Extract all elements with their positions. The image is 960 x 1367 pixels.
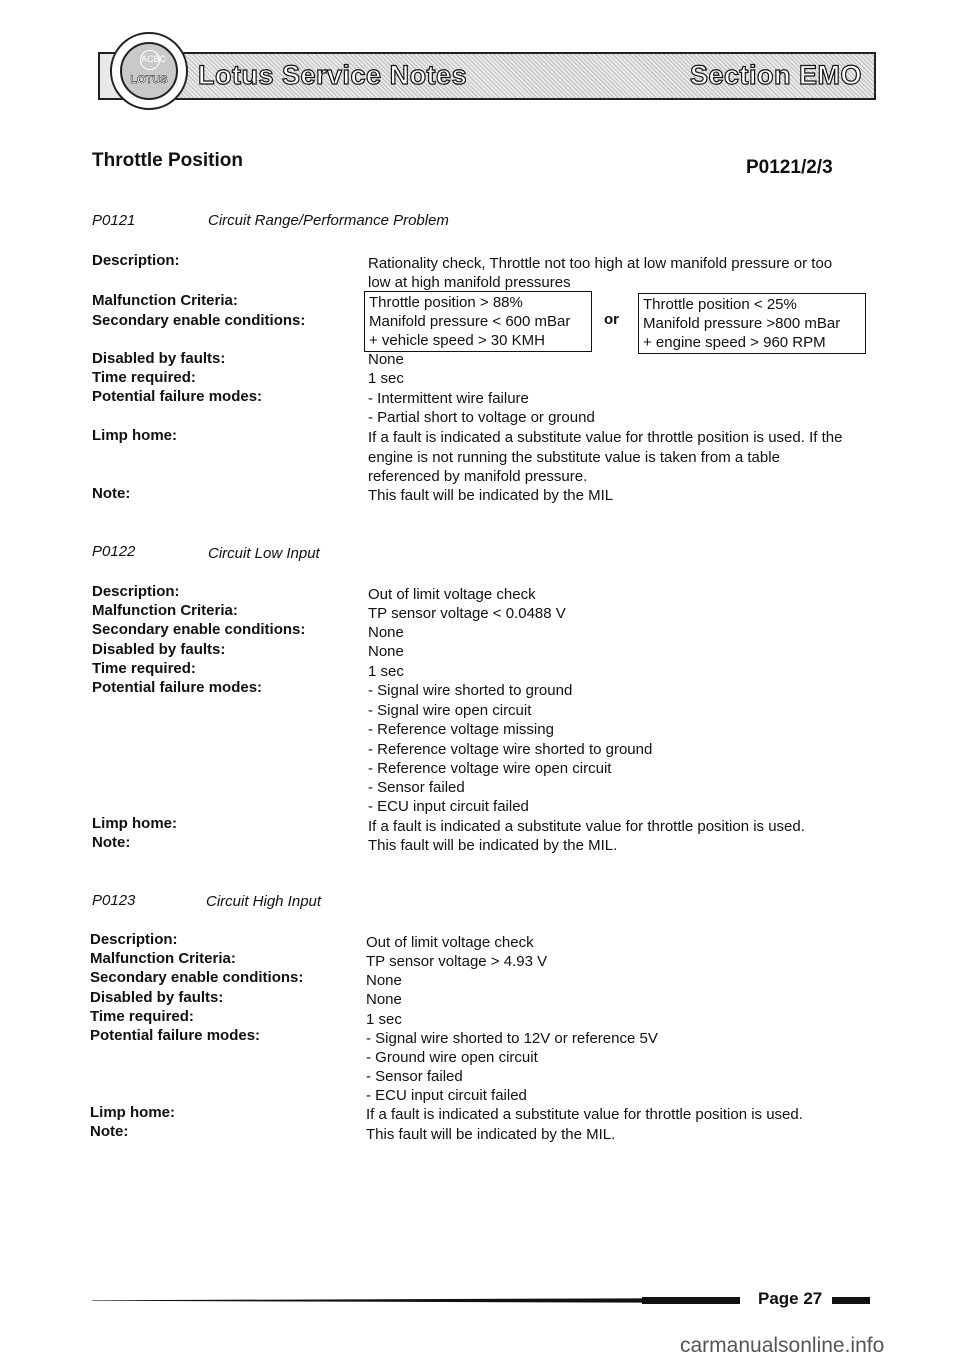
label-note: Note: (92, 485, 131, 502)
p0123-value-line: None (366, 991, 402, 1008)
label-note: Note: (90, 1123, 129, 1140)
label-limp-home: Limp home: (90, 1104, 175, 1121)
logo-roundel (120, 42, 178, 100)
p0123-value-line: TP sensor voltage > 4.93 V (366, 953, 548, 970)
label-failure-modes: Potential failure modes: (92, 679, 263, 696)
criteria-line: + engine speed > 960 RPM (643, 334, 826, 351)
page-title: Throttle Position (92, 150, 243, 171)
p0122-value-line: - Reference voltage wire shorted to ground (368, 741, 653, 758)
p0122-value-line: If a fault is indicated a substitute value for throttle position is used. (368, 818, 805, 835)
fault-name-p0121: Circuit Range/Performance Problem (208, 212, 449, 229)
fault-name-p0123: Circuit High Input (206, 893, 322, 910)
label-note: Note: (92, 834, 131, 851)
p0123-value-line: None (366, 972, 402, 989)
p0121-limp-home-line: If a fault is indicated a substitute value for throttle position is used. If the (368, 429, 843, 446)
footer-rule-tail (832, 1297, 870, 1304)
label-disabled-by-faults: Disabled by faults: (90, 989, 224, 1006)
page-code: P0121/2/3 (746, 157, 833, 178)
label-malfunction-criteria: Malfunction Criteria: (92, 602, 238, 619)
p0122-value-line: This fault will be indicated by the MIL. (368, 837, 618, 854)
watermark: carmanualsonline.info (680, 1334, 885, 1357)
criteria-line: Throttle position < 25% (643, 296, 797, 313)
p0122-value-line: - Reference voltage wire open circuit (368, 760, 612, 777)
label-malfunction-criteria: Malfunction Criteria: (92, 292, 238, 309)
p0121-failure-mode: - Intermittent wire failure (368, 390, 529, 407)
p0122-value-line: TP sensor voltage < 0.0488 V (368, 605, 566, 622)
criteria-line: + vehicle speed > 30 KMH (369, 332, 545, 349)
p0122-value-line: None (368, 624, 404, 641)
p0121-time-value: 1 sec (368, 370, 404, 387)
criteria-line: Manifold pressure < 600 mBar (369, 313, 571, 330)
criteria-box-low (638, 293, 866, 354)
p0123-value-line: This fault will be indicated by the MIL. (366, 1126, 616, 1143)
fault-code-p0122: P0122 (92, 543, 136, 560)
label-disabled-by-faults: Disabled by faults: (92, 350, 226, 367)
p0121-disabled-value: None (368, 351, 404, 368)
p0121-note-value: This fault will be indicated by the MIL (368, 487, 614, 504)
fault-code-p0121: P0121 (92, 212, 136, 229)
label-secondary-conditions: Secondary enable conditions: (90, 969, 304, 986)
fault-name-p0122: Circuit Low Input (208, 545, 320, 562)
label-time-required: Time required: (92, 660, 196, 677)
header-section: Section EMO (689, 60, 862, 90)
p0121-limp-home-line: engine is not running the substitute value is taken from a table (368, 449, 780, 466)
label-malfunction-criteria: Malfunction Criteria: (90, 950, 236, 967)
p0123-value-line: 1 sec (366, 1011, 402, 1028)
footer-rule-end (642, 1297, 740, 1304)
p0122-value-line: - Signal wire open circuit (368, 702, 532, 719)
p0122-value-line: - Sensor failed (368, 779, 465, 796)
p0123-value-line: Out of limit voltage check (366, 934, 534, 951)
page-number: Page 27 (758, 1289, 823, 1308)
logo-monogram: ACBC (140, 50, 160, 70)
p0122-value-line: Out of limit voltage check (368, 586, 536, 603)
fault-code-p0123: P0123 (92, 892, 136, 909)
p0123-value-line: If a fault is indicated a substitute value for throttle position is used. (366, 1106, 803, 1123)
criteria-or-label: or (604, 311, 619, 328)
criteria-line: Throttle position > 88% (369, 294, 523, 311)
label-failure-modes: Potential failure modes: (90, 1027, 261, 1044)
criteria-line: Manifold pressure >800 mBar (643, 315, 841, 332)
p0122-value-line: 1 sec (368, 663, 404, 680)
label-limp-home: Limp home: (92, 815, 177, 832)
label-time-required: Time required: (92, 369, 196, 386)
lotus-logo-icon (110, 32, 188, 110)
p0122-value-line: - Reference voltage missing (368, 721, 554, 738)
p0122-value-line: - ECU input circuit failed (368, 798, 529, 815)
label-secondary-conditions: Secondary enable conditions: (92, 312, 306, 329)
label-description: Description: (92, 252, 180, 269)
p0123-value-line: - Sensor failed (366, 1068, 463, 1085)
p0123-value-line: - Signal wire shorted to 12V or reference 5V (366, 1030, 658, 1047)
label-limp-home: Limp home: (92, 427, 177, 444)
label-description: Description: (90, 931, 178, 948)
p0121-description-line: low at high manifold pressures (368, 274, 571, 291)
header-title: Lotus Service Notes (198, 60, 468, 90)
criteria-box-high (364, 291, 592, 352)
p0121-limp-home-line: referenced by manifold pressure. (368, 468, 588, 485)
label-time-required: Time required: (90, 1008, 194, 1025)
label-failure-modes: Potential failure modes: (92, 388, 263, 405)
p0123-value-line: - Ground wire open circuit (366, 1049, 538, 1066)
p0122-value-line: - Signal wire shorted to ground (368, 682, 573, 699)
p0123-value-line: - ECU input circuit failed (366, 1087, 527, 1104)
logo-text: LOTUS (130, 74, 168, 86)
header-banner (98, 52, 876, 100)
p0122-value-line: None (368, 643, 404, 660)
label-secondary-conditions: Secondary enable conditions: (92, 621, 306, 638)
p0121-failure-mode: - Partial short to voltage or ground (368, 409, 595, 426)
p0121-description-line: Rationality check, Throttle not too high at low manifold pressure or too (368, 255, 833, 272)
label-description: Description: (92, 583, 180, 600)
label-disabled-by-faults: Disabled by faults: (92, 641, 226, 658)
